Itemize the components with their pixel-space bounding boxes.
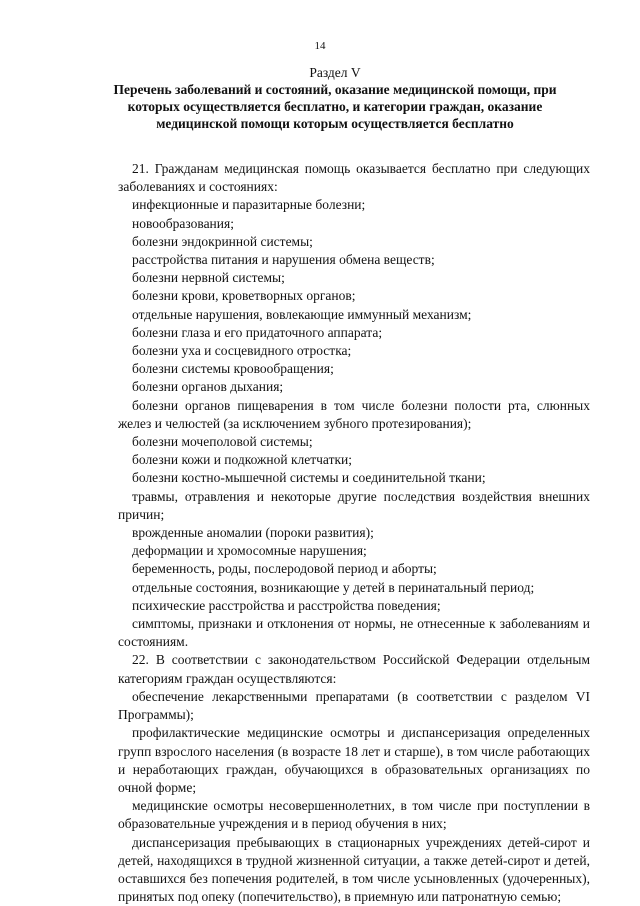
disease-item: новообразования; — [132, 215, 234, 231]
section-label: Раздел V — [309, 65, 361, 80]
category-item: профилактические медицинские осмотры и диспансеризация определенных групп взрослого населения (в возрасте 18 лет и старше), в том числе работающих и неработающих граждан, обучающихся в образовательных организациях по очной форме; — [118, 725, 590, 795]
page-number: 14 — [314, 40, 326, 52]
disease-item: болезни крови, кроветворных органов; — [132, 288, 356, 304]
disease-item: болезни глаза и его придаточного аппарата; — [132, 324, 383, 340]
disease-item: врожденные аномалии (пороки развития); — [132, 525, 374, 541]
paragraph-21-intro: 21. Гражданам медицинская помощь оказывается бесплатно при следующих заболеваниях и состояниях: — [118, 161, 590, 195]
disease-item: болезни нервной системы; — [132, 270, 285, 286]
category-item: диспансеризация пребывающих в стационарных учреждениях детей-сирот и детей, находящихся в трудной жизненной ситуации, а также детей-сирот и детей, оставшихся без попечения родителей, в том числе усыновленных (удочеренных), принятых под опеку (попечительство), в приемную или патронатную семью; — [118, 834, 590, 905]
disease-item: деформации и хромосомные нарушения; — [132, 543, 367, 559]
disease-item: отдельные нарушения, вовлекающие иммунный механизм; — [132, 306, 472, 322]
disease-item: расстройства питания и нарушения обмена веществ; — [132, 252, 435, 268]
category-item: медицинские осмотры несовершеннолетних, в том числе при поступлении в образовательные учреждения и в период обучения в них; — [118, 798, 590, 832]
category-item: обеспечение лекарственными препаратами (в соответствии с разделом VI Программы); — [118, 688, 590, 723]
disease-item: отдельные состояния, возникающие у детей в перинатальный период; — [132, 579, 535, 595]
disease-item: психические расстройства и расстройства поведения; — [132, 597, 441, 613]
document-body — [118, 160, 590, 906]
disease-list — [118, 196, 590, 651]
disease-item: болезни эндокринной системы; — [132, 233, 313, 249]
disease-item: беременность, роды, послеродовой период и аборты; — [132, 561, 437, 577]
disease-item: симптомы, признаки и отклонения от нормы, не отнесенные к заболеваниям и состояниям. — [118, 616, 590, 650]
disease-item: травмы, отравления и некоторые другие последствия воздействия внешних причин; — [118, 488, 590, 522]
disease-item: болезни уха и сосцевидного отростка; — [132, 343, 352, 359]
disease-item: инфекционные и паразитарные болезни; — [132, 197, 366, 213]
category-list — [118, 688, 590, 906]
paragraph-22-intro: 22. В соответствии с законодательством Российской Федерации отдельным категориям граждан осуществляются: — [118, 652, 590, 686]
disease-item: болезни костно-мышечной системы и соединительной ткани; — [132, 470, 486, 486]
section-title: Перечень заболеваний и состояний, оказание медицинской помощи, при которых осуществляется бесплатно, и категории граждан, оказание медицинской помощи которым осуществляется бесплатно — [113, 82, 557, 131]
section-header — [100, 64, 570, 132]
disease-item: болезни системы кровообращения; — [132, 361, 334, 377]
disease-item: болезни органов дыхания; — [132, 379, 284, 395]
disease-item: болезни органов пищеварения в том числе болезни полости рта, слюнных желез и челюстей (за исключением зубного протезирования); — [118, 397, 590, 431]
disease-item: болезни мочеполовой системы; — [132, 434, 313, 450]
disease-item: болезни кожи и подкожной клетчатки; — [132, 452, 353, 468]
